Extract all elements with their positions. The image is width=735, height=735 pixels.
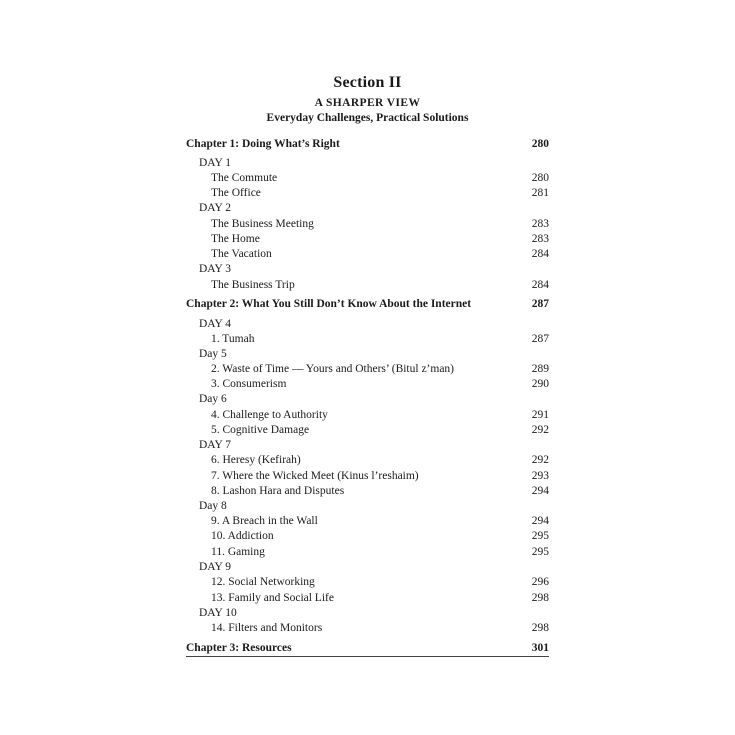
toc-page-number: 280 (531, 138, 549, 150)
toc-page-number: 296 (531, 576, 549, 588)
toc-page-number: 298 (531, 622, 549, 634)
toc-label: DAY 4 (199, 318, 232, 330)
toc-label: 8. Lashon Hara and Disputes (211, 485, 345, 497)
toc-entry-row (186, 231, 549, 247)
toc-day-heading (186, 200, 549, 216)
toc-page-number: 289 (531, 363, 549, 375)
toc-page-number: 295 (531, 546, 549, 558)
toc-label: The Vacation (211, 248, 272, 260)
toc-page-number: 283 (531, 233, 549, 245)
toc-label: Day 6 (199, 393, 227, 405)
toc-page-number: 281 (531, 187, 549, 199)
toc-page-number: 292 (531, 454, 549, 466)
toc-page-number: 284 (531, 279, 549, 291)
toc-label: 11. Gaming (211, 546, 265, 558)
section-subtitle: A SHARPER VIEW (314, 97, 421, 109)
toc-page-number: 301 (531, 642, 549, 654)
toc-entry-row (186, 277, 549, 293)
toc-day-heading (186, 605, 549, 621)
toc-label: DAY 9 (199, 561, 232, 573)
toc-entry-row (186, 544, 549, 560)
toc-entry-row (186, 185, 549, 201)
toc-label: 9. A Breach in the Wall (211, 515, 318, 527)
toc-label: The Office (211, 187, 261, 199)
toc-label: 2. Waste of Time — Yours and Others’ (Bitul z’man) (211, 363, 455, 375)
toc-page-number: 293 (531, 470, 549, 482)
toc-page-number: 287 (531, 298, 549, 310)
toc-day-heading (186, 559, 549, 575)
toc-entry-row (186, 361, 549, 377)
toc-day-heading (186, 437, 549, 453)
section-tagline: Everyday Challenges, Practical Solutions (266, 112, 469, 124)
toc-label: 5. Cognitive Damage (211, 424, 310, 436)
toc-chapter-row (186, 296, 549, 312)
toc-page-number: 283 (531, 218, 549, 230)
toc-label: 13. Family and Social Life (211, 592, 334, 604)
toc-day-heading (186, 316, 549, 332)
toc-chapter-row (186, 640, 549, 657)
toc-label: The Home (211, 233, 260, 245)
toc-label: DAY 7 (199, 439, 232, 451)
toc-entry-row (186, 513, 549, 529)
toc-page-number: 280 (531, 172, 549, 184)
toc-entry-row (186, 590, 549, 606)
toc-label: The Business Meeting (211, 218, 314, 230)
toc-entry-row (186, 422, 549, 438)
toc-label: Chapter 1: Doing What’s Right (186, 138, 340, 150)
toc-day-heading (186, 261, 549, 277)
toc-entry-row (186, 468, 549, 484)
toc-entry-row (186, 170, 549, 186)
toc-label: 10. Addiction (211, 530, 274, 542)
toc-label: 14. Filters and Monitors (211, 622, 323, 634)
toc-entry-row (186, 620, 549, 636)
toc-label: The Business Trip (211, 279, 295, 291)
toc-day-heading (186, 391, 549, 407)
toc-label: Chapter 2: What You Still Don’t Know About the Internet (186, 298, 472, 310)
toc-label: 7. Where the Wicked Meet (Kinus l’reshaim) (211, 470, 419, 482)
toc-label: 12. Social Networking (211, 576, 315, 588)
toc-label: DAY 1 (199, 157, 232, 169)
toc-day-heading (186, 155, 549, 171)
toc-label: The Commute (211, 172, 278, 184)
toc-page-number: 294 (531, 515, 549, 527)
toc-page-number: 284 (531, 248, 549, 260)
toc-label: DAY 10 (199, 607, 237, 619)
toc-chapter-row (186, 136, 549, 152)
toc-page-number: 287 (531, 333, 549, 345)
toc-day-heading (186, 498, 549, 514)
toc-page-number: 298 (531, 592, 549, 604)
toc-entry-row (186, 452, 549, 468)
toc-label: DAY 3 (199, 263, 232, 275)
toc-entry-row (186, 407, 549, 423)
toc-page-number: 291 (531, 409, 549, 421)
toc-label: DAY 2 (199, 202, 232, 214)
toc-entry-row (186, 331, 549, 347)
toc-entry-row (186, 376, 549, 392)
toc-page-number: 294 (531, 485, 549, 497)
toc-label: 3. Consumerism (211, 378, 287, 390)
toc-page-number: 292 (531, 424, 549, 436)
toc-label: Chapter 3: Resources (186, 642, 292, 654)
toc-page-number: 290 (531, 378, 549, 390)
toc-entry-row (186, 574, 549, 590)
toc-label: 1. Tumah (211, 333, 255, 345)
toc-entry-row (186, 528, 549, 544)
toc-label: 6. Heresy (Kefirah) (211, 454, 301, 466)
toc-page-number: 295 (531, 530, 549, 542)
toc-label: Day 8 (199, 500, 227, 512)
toc-entry-row (186, 483, 549, 499)
toc-day-heading (186, 346, 549, 362)
toc-label: Day 5 (199, 348, 227, 360)
toc-entry-row (186, 246, 549, 262)
toc-label: 4. Challenge to Authority (211, 409, 328, 421)
section-title: Section II (333, 74, 402, 91)
toc-entry-row (186, 216, 549, 232)
